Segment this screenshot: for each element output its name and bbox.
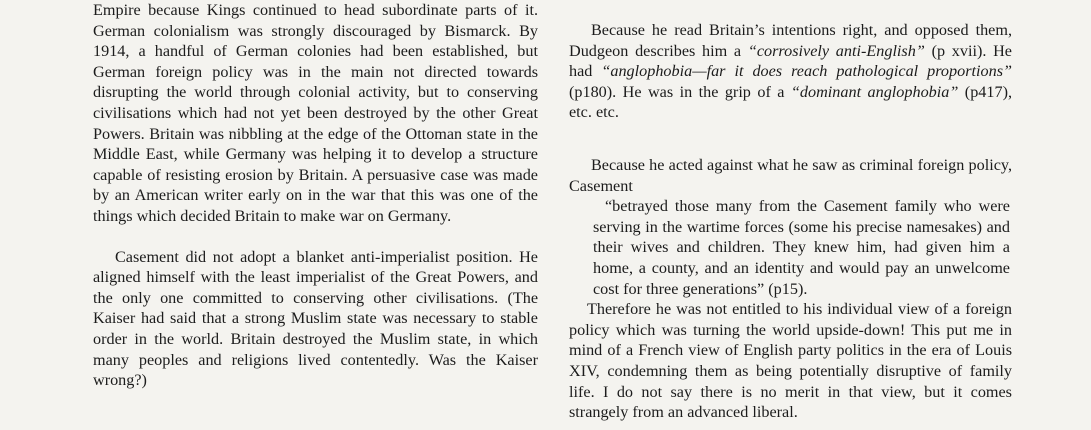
- left-paragraph-2: Casement did not adopt a blanket anti-imperialist position. He aligned himself with the least imperialist of the Great Powers, and the only one committed to conserving other civilisations. (The Kaiser had said that a strong Muslim state was necessary to stable order in the world. Britain destroyed the Muslim state, in which many peoples and religions lived contentedly. Was the Kaiser wrong?): [93, 247, 538, 390]
- right-paragraph-2: Because he acted against what he saw as criminal foreign policy, Casement: [569, 155, 1012, 195]
- left-paragraph-1: Empire because Kings continued to head subordinate parts of it. German colonialism was strongly discouraged by Bismarck. By 1914, a handful of German colonies had been established, but German foreign policy was in the main not directed towards disrupting the world through colonial activity, but to conserving civilisations which had not yet been destroyed by the other Great Powers. Britain was nibbling at the edge of the Ottoman state in the Middle East, while Germany was helping it to develop a structure capable of resisting erosion by Britain. A persuasive case was made by an American writer early on in the war that this was one of the things which decided Britain to make war on Germany.: [93, 1, 538, 225]
- right-paragraph-3: Therefore he was not entitled to his individual view of a foreign policy which was turning the world upside-down! This put me in mind of a French view of English party politics in the era of Louis XIV, condemning them as being potentially disruptive of family life. I do not say there is no merit in that view, but it comes strangely from an advanced liberal.: [569, 300, 1012, 422]
- left-column: [93, 0, 538, 391]
- block-quote: “betrayed those many from the Casement family who were serving in the wartime forces (some his precise namesakes) and their wives and children. They knew him, had given him a home, a county, and an identity and would pay an unwelcome cost for three generations” (p15).: [593, 197, 1010, 298]
- right-column: [569, 20, 1012, 423]
- right-paragraph-1: [569, 20, 1012, 123]
- paragraph-gap: [569, 123, 1012, 155]
- right-p1-text-c: (p180). He was in the grip of a: [569, 82, 791, 101]
- right-p1-quote-3: “dominant anglophobia”: [790, 82, 959, 101]
- right-p1-quote-2: “anglophobia—far it does reach pathological proportions”: [601, 62, 1012, 81]
- paragraph-gap: [93, 227, 538, 247]
- right-p1-text-a: Because he read Britain’s intentions right, and opposed them, Dudgeon describes him a: [569, 21, 1012, 60]
- right-p1-text-b: (p xvii). He had: [569, 41, 1012, 81]
- right-p1-text-d: (p417), etc. etc.: [569, 82, 1013, 122]
- right-p1-quote-1: “corrosively anti-English”: [747, 41, 925, 60]
